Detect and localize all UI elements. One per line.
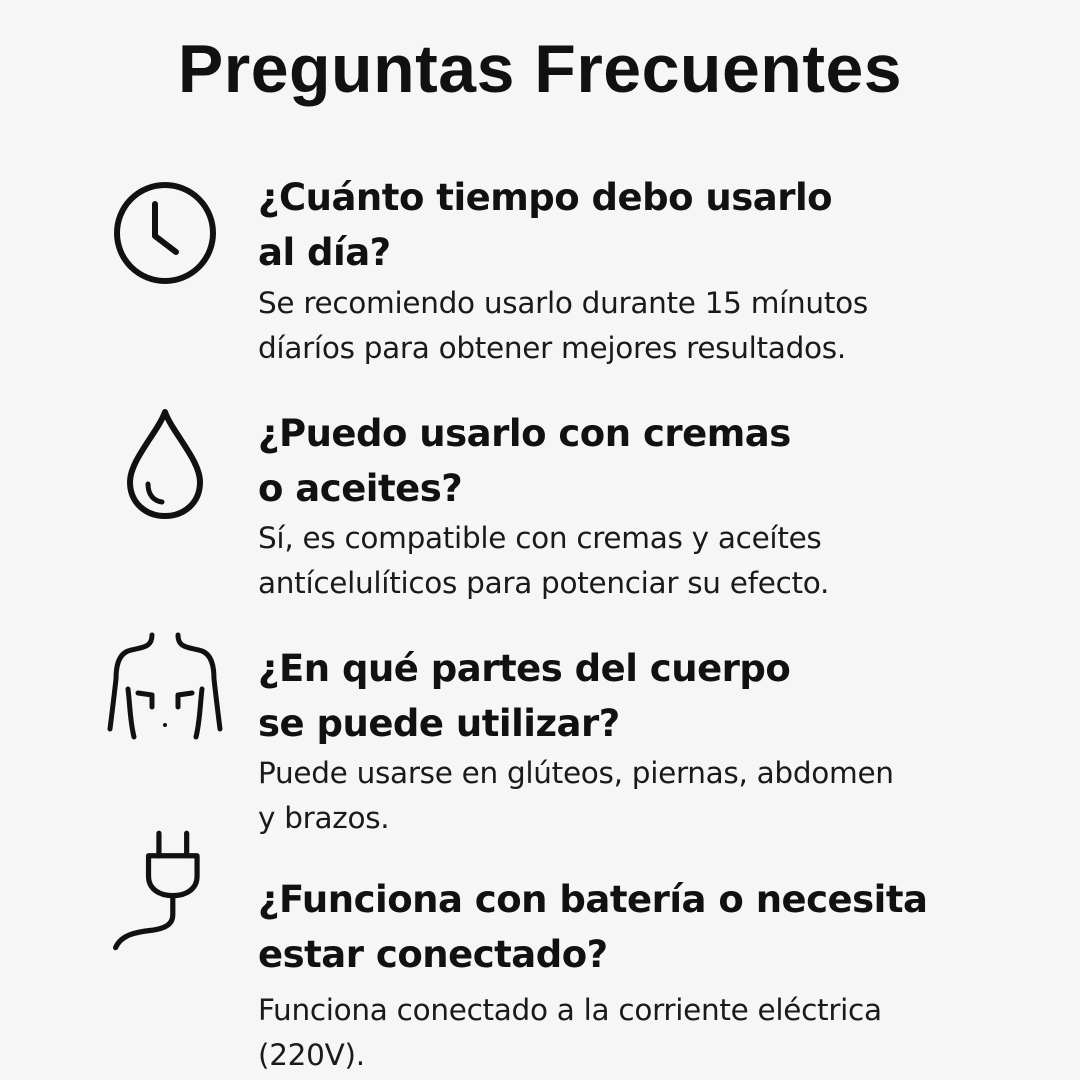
plug-icon <box>100 828 230 958</box>
drop-icon <box>100 400 230 530</box>
faq-answer: Sí, es compatible con cremas y aceítes antícelulíticos para potenciar su efecto. <box>258 521 830 600</box>
body-torso-icon <box>100 625 230 755</box>
page-title: Preguntas Frecuentes <box>177 31 903 107</box>
faq-answer: Puede usarse en glúteos, piernas, abdomen y brazos. <box>258 756 894 835</box>
faq-question: ¿Puedo usarlo con cremas o aceites? <box>258 412 791 510</box>
faq-question: ¿En qué partes del cuerpo se puede utilizar? <box>258 647 791 745</box>
faq-answer: Funciona conectado a la corriente eléctrica (220V). <box>258 993 882 1072</box>
faq-question: ¿Funciona con batería o necesita estar conectado? <box>258 878 928 976</box>
faq-question: ¿Cuánto tiempo debo usarlo al día? <box>258 176 833 274</box>
faq-answer: Se recomiendo usarlo durante 15 mínutos díaríos para obtener mejores resultados. <box>258 286 868 365</box>
clock-icon <box>100 168 230 298</box>
